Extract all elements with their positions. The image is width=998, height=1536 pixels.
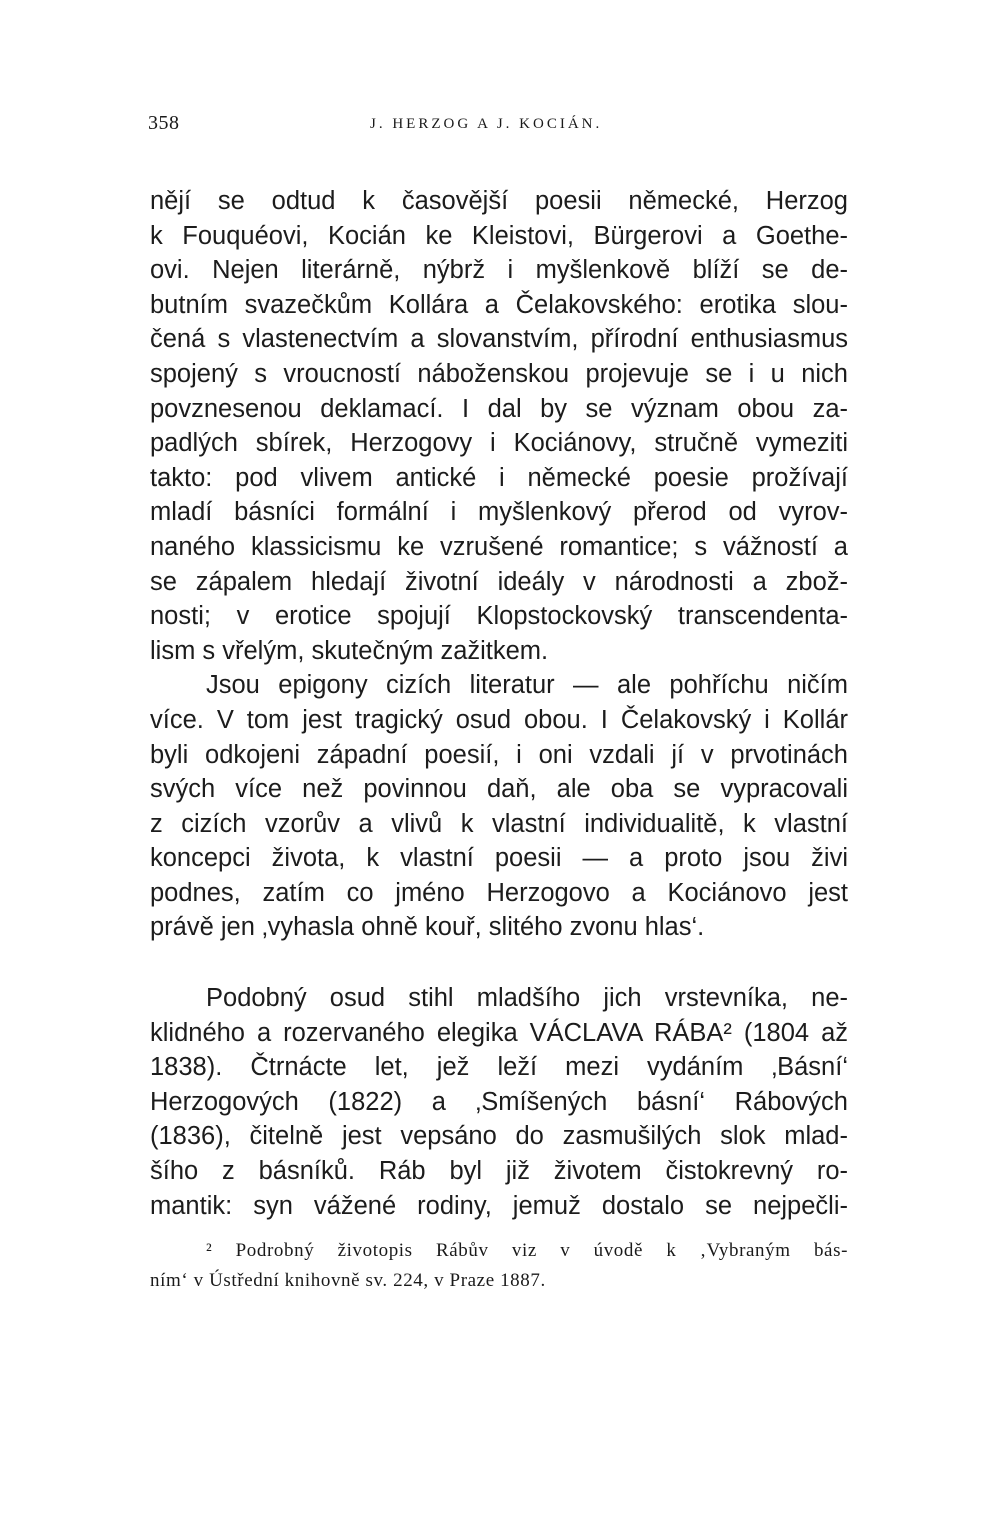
body-text-lower [150,981,848,1223]
text-line: se zápalem hledají životní ideály v národnosti a zbož- [150,567,848,596]
footnote-line: ním‘ v Ústřední knihovně sv. 224, v Praze 1887. [150,1270,546,1291]
running-header [148,112,848,142]
running-head: J. HERZOG A J. KOCIÁN. [370,116,603,132]
text-line: 1838). Čtrnácte let, jež leží mezi vydáním ‚Básní‘ [150,1053,848,1082]
text-line: mantik: syn vážené rodiny, jemuž dostalo se nejpečli- [150,1191,848,1220]
text-line: svých více než povinnou daň, ale oba se vypracovali [150,775,848,804]
text-line: mladí básníci formální i myšlenkový přerod od vyrov- [150,498,848,527]
text-line: lism s vřelým, skutečným zažitkem. [150,636,549,665]
text-line: právě jen ‚vyhasla ohně kouř, slitého zvonu hlas‘. [150,913,705,942]
paragraph-3 [150,981,848,1223]
text-line: Podobný osud stihl mladšího jich vrstevníka, ne- [206,984,848,1012]
text-line: butním svazečkům Kollára a Čelakovského: erotika slou- [150,290,848,319]
text-line: nosti; v erotice spojují Klopstockovský transcendenta- [150,602,848,631]
text-line: více. V tom jest tragický osud obou. I Čelakovský i Kollár [150,705,848,734]
text-line: Herzogových (1822) a ‚Smíšených básní‘ Rábových [150,1087,848,1116]
text-line: naného klassicismu ke vzrušené romantice; s vážností a [150,532,848,561]
text-line: klidného a rozervaného elegika VÁCLAVA RÁBA² (1804 až [150,1018,848,1047]
text-line: podnes, zatím co jméno Herzogovo a Kociánovo jest [150,878,848,907]
paragraph-1 [150,184,848,668]
text-line: nějí se odtud k časovější poesii německé, Herzog [150,187,848,215]
footnote [150,1236,848,1296]
text-line: Jsou epigony cizích literatur — ale pohříchu ničím [206,671,848,700]
text-line: koncepci života, k vlastní poesii — a proto jsou živi [150,844,848,873]
page-number: 358 [148,112,180,134]
text-line: z cizích vzorův a vlivů k vlastní individualitě, k vlastní [150,809,848,838]
text-line: čená s vlastenectvím a slovanstvím, přírodní enthusiasmus [150,325,848,354]
text-line: takto: pod vlivem antické i německé poesie prožívají [150,463,848,492]
text-line: k Fouquéovi, Kocián ke Kleistovi, Bürgerovi a Goethe- [150,221,848,250]
footnote-line: ² Podrobný životopis Rábův viz v úvodě k ‚Vybraným bás- [206,1240,848,1261]
text-line: spojený s vroucností náboženskou projevuje se i u nich [150,359,848,388]
text-line: povznesenou deklamací. I dal by se význam obou za- [150,394,848,423]
text-line: šího z básníků. Ráb byl již životem čistokrevný ro- [150,1156,848,1185]
text-line: ovi. Nejen literárně, nýbrž i myšlenkově blíží se de- [150,256,848,285]
text-line: byli odkojeni západní poesií, i oni vzdali jí v prvotinách [150,740,848,769]
text-line: (1836), čitelně jest vepsáno do zasmušilých slok mlad- [150,1122,848,1151]
paragraph-2 [150,668,848,945]
body-text-upper [150,184,848,945]
text-line: padlých sbírek, Herzogovy i Kociánovy, stručně vymeziti [150,429,848,458]
